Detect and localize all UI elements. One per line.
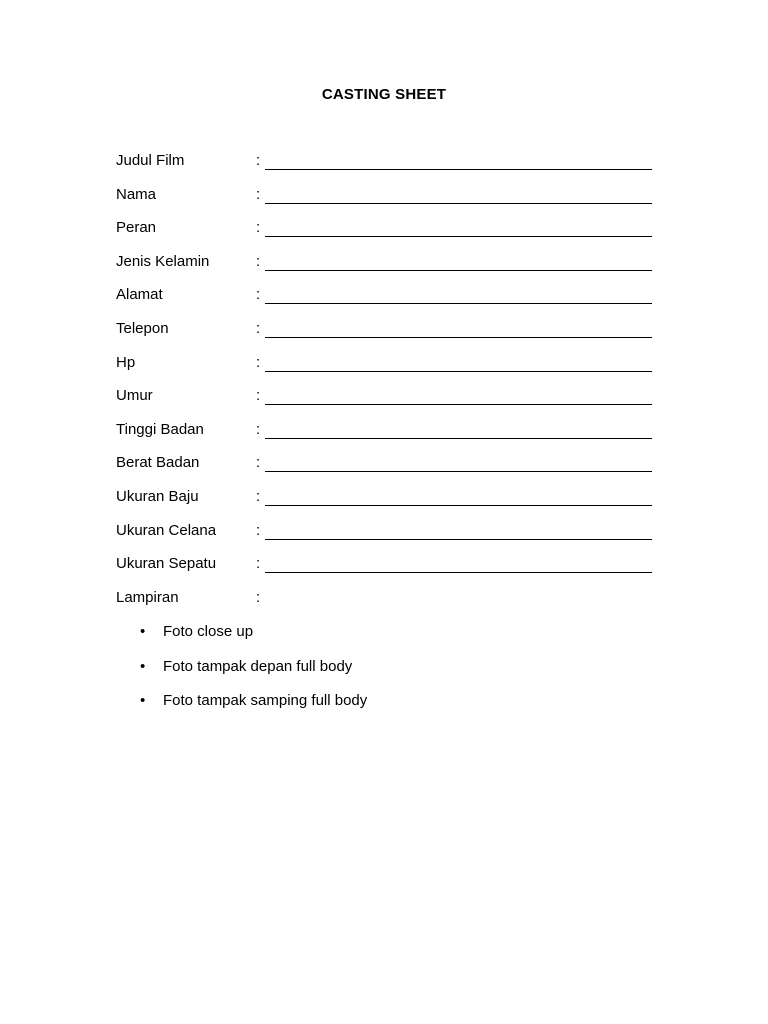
attachment-label: Lampiran [116,588,179,606]
list-item [140,692,367,727]
field-label: Jenis Kelamin [116,252,210,270]
field-label: Telepon [116,319,169,337]
field-row-hp [116,354,656,388]
list-item [140,658,367,693]
field-label: Hp [116,353,136,371]
attachment-item-text: Foto tampak samping full body [163,692,368,709]
field-blank-line[interactable] [265,572,652,573]
field-blank-line[interactable] [265,303,652,304]
field-row-ukuran-celana [116,522,656,556]
field-blank-line[interactable] [265,371,652,372]
field-blank-line[interactable] [265,539,652,540]
field-label: Peran [116,219,157,237]
field-row-lampiran [116,589,656,623]
field-row-nama [116,186,656,220]
field-label: Berat Badan [116,454,200,472]
attachment-item-text: Foto close up [163,623,254,640]
field-colon: : [256,185,261,203]
casting-form [116,152,656,622]
bullet-icon: • [140,692,146,709]
field-row-ukuran-sepatu [116,555,656,589]
attachment-item-text: Foto tampak depan full body [163,657,353,675]
field-label: Ukuran Sepatu [116,555,217,573]
field-row-tinggi-badan [116,421,656,455]
field-blank-line[interactable] [265,270,652,271]
field-colon: : [256,252,261,270]
field-colon: : [256,521,261,539]
field-colon: : [256,353,261,371]
field-blank-line[interactable] [265,337,652,338]
bullet-icon: • [140,657,146,675]
field-label: Nama [116,185,157,203]
field-blank-line[interactable] [265,236,652,237]
field-row-ukuran-baju [116,488,656,522]
field-row-judul-film [116,152,656,186]
field-colon: : [256,319,261,337]
field-colon: : [256,487,261,505]
field-row-jenis-kelamin [116,253,656,287]
field-blank-line[interactable] [265,505,652,506]
field-blank-line[interactable] [265,404,652,405]
field-colon: : [256,152,261,169]
field-blank-line[interactable] [265,169,652,170]
field-blank-line[interactable] [265,471,652,472]
field-row-alamat [116,286,656,320]
field-colon: : [256,286,261,304]
field-row-peran [116,219,656,253]
field-blank-line[interactable] [265,438,652,439]
field-label: Ukuran Celana [116,521,217,539]
page-title: CASTING SHEET [321,86,447,103]
field-label: Ukuran Baju [116,487,199,505]
field-row-telepon [116,320,656,354]
field-row-berat-badan [116,454,656,488]
field-colon: : [256,387,261,405]
field-colon: : [256,420,261,438]
attachment-list [140,623,367,727]
field-colon: : [256,555,261,573]
field-colon: : [256,454,261,472]
bullet-icon: • [140,623,146,640]
field-blank-line[interactable] [265,203,652,204]
field-colon: : [256,588,261,606]
list-item [140,623,367,658]
field-label: Judul Film [116,152,185,169]
field-row-umur [116,387,656,421]
field-label: Umur [116,387,153,405]
field-label: Tinggi Badan [116,420,204,438]
field-label: Alamat [116,286,163,304]
field-colon: : [256,219,261,237]
